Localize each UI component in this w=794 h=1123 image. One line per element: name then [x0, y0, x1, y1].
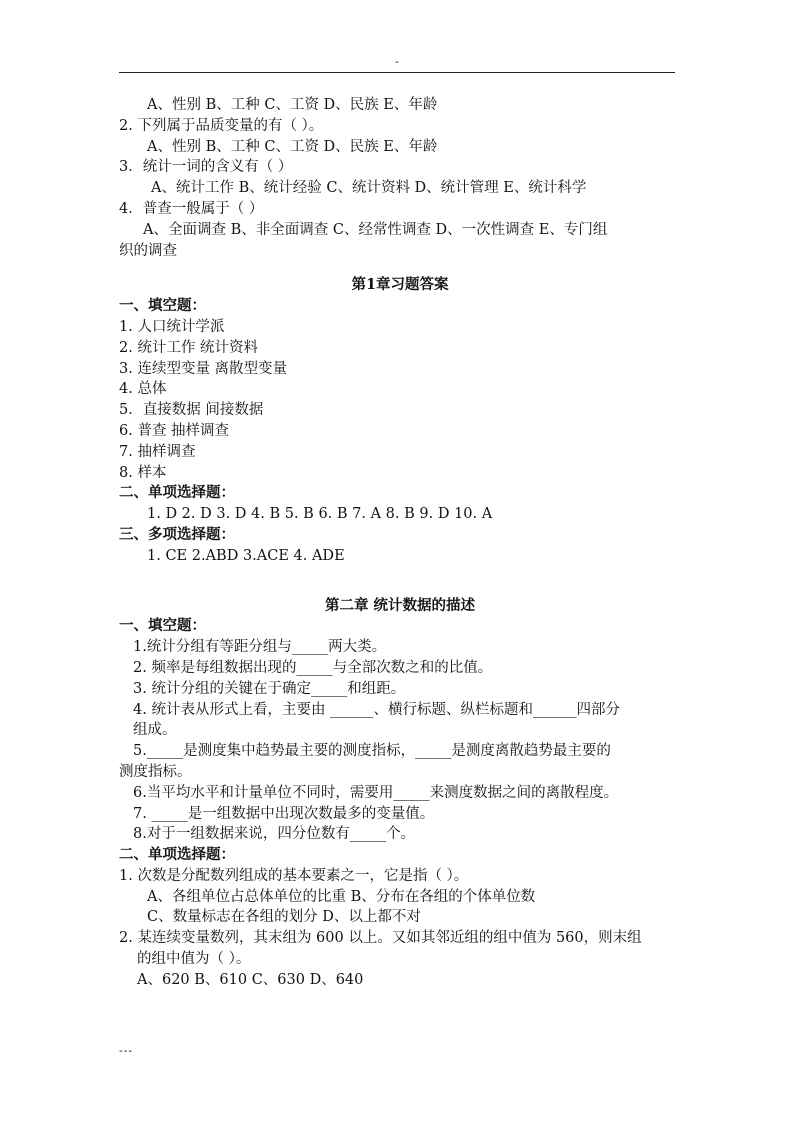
answer-item: 6. 普查 抽样调查 [119, 422, 230, 439]
question-options: A、620 B、610 C、630 D、640 [137, 971, 364, 988]
fill-question: 7. _____是一组数据中出现次数最多的变量值。 [133, 805, 435, 822]
question-options: A、统计工作 B、统计经验 C、统计资料 D、统计管理 E、统计科学 [151, 180, 587, 197]
answer-item: 2. 统计工作 统计资料 [119, 339, 259, 356]
fill-question-continued: 测度指标。 [119, 763, 192, 780]
question-options: A、各组单位占总体单位的比重 B、分布在各组的个体单位数 [147, 888, 536, 905]
question-stem: 3．统计一词的含义有（ ） [119, 159, 293, 176]
fill-question: 5._____是测度集中趋势最主要的测度指标，_____是测度离散趋势最主要的 [133, 743, 611, 760]
question-options-continued: 织的调查 [119, 242, 177, 259]
chapter2-single-heading: 二、单项选择题： [119, 846, 235, 864]
page-content [119, 95, 681, 991]
chapter2-title: 第二章 统计数据的描述 [324, 596, 476, 614]
chapter1-single-heading: 二、单项选择题： [119, 484, 235, 502]
fill-question: 4. 统计表从形式上看，主要由 ______、横行标题、纵栏标题和______四部分 [133, 701, 621, 718]
answer-item: 7. 抽样调查 [119, 443, 196, 460]
fill-question: 1.统计分组有等距分组与_____两大类。 [133, 639, 387, 656]
question-stem: 2. 下列属于品质变量的有（ ）。 [119, 117, 324, 134]
chapter1-multi-heading: 三、多项选择题： [119, 525, 235, 543]
question-options: A、全面调查 B、非全面调查 C、经常性调查 D、一次性调查 E、专门组 [143, 221, 608, 238]
question-options: A、性别 B、工种 C、工资 D、民族 E、年龄 [147, 97, 438, 113]
answer-item: 5．直接数据 间接数据 [119, 402, 264, 419]
spacer [119, 261, 681, 273]
question-options: A、性别 B、工种 C、工资 D、民族 E、年龄 [147, 138, 438, 155]
question-options: C、数量标志在各组的划分 D、以上都不对 [147, 909, 421, 926]
question-stem: 2. 某连续变量数列，其末组为 600 以上。又如其邻近组的组中值为 560，则末组 [119, 930, 642, 947]
chapter1-title: 第1章习题答案 [351, 276, 449, 294]
fill-question: 3. 统计分组的关键在于确定_____和组距。 [133, 680, 406, 697]
question-stem-continued: 的组中值为（ ）。 [137, 951, 251, 968]
answer-item: 4. 总体 [119, 381, 167, 398]
header-rule [119, 72, 675, 73]
answer-item: 3. 连续型变量 离散型变量 [119, 360, 288, 377]
page-footer-mark: --- [119, 1044, 134, 1057]
question-stem: 4．普查一般属于（ ） [119, 200, 264, 217]
fill-question: 8.对于一组数据来说，四分位数有_____个。 [133, 826, 416, 843]
chapter1-fill-heading: 一、填空题： [119, 297, 206, 315]
spacer [119, 567, 681, 596]
answer-item: 1. 人口统计学派 [119, 318, 225, 335]
fill-question-continued: 组成。 [133, 722, 177, 739]
question-stem: 1. 次数是分配数列组成的基本要素之一，它是指（ ）。 [119, 867, 469, 884]
answer-item: 8. 样本 [119, 464, 167, 481]
chapter1-multi-answers: 1. CE 2.ABD 3.ACE 4. ADE [147, 547, 345, 564]
fill-question: 6.当平均水平和计量单位不同时，需要用_____来测度数据之间的离散程度。 [133, 784, 619, 801]
chapter1-single-answers: 1. D 2. D 3. D 4. B 5. B 6. B 7. A 8. B 9. D 10. A [147, 506, 493, 523]
fill-question: 2. 频率是每组数据出现的_____与全部次数之和的比值。 [133, 659, 493, 676]
page-header-mark: - [395, 55, 399, 68]
chapter2-fill-heading: 一、填空题： [119, 617, 206, 635]
